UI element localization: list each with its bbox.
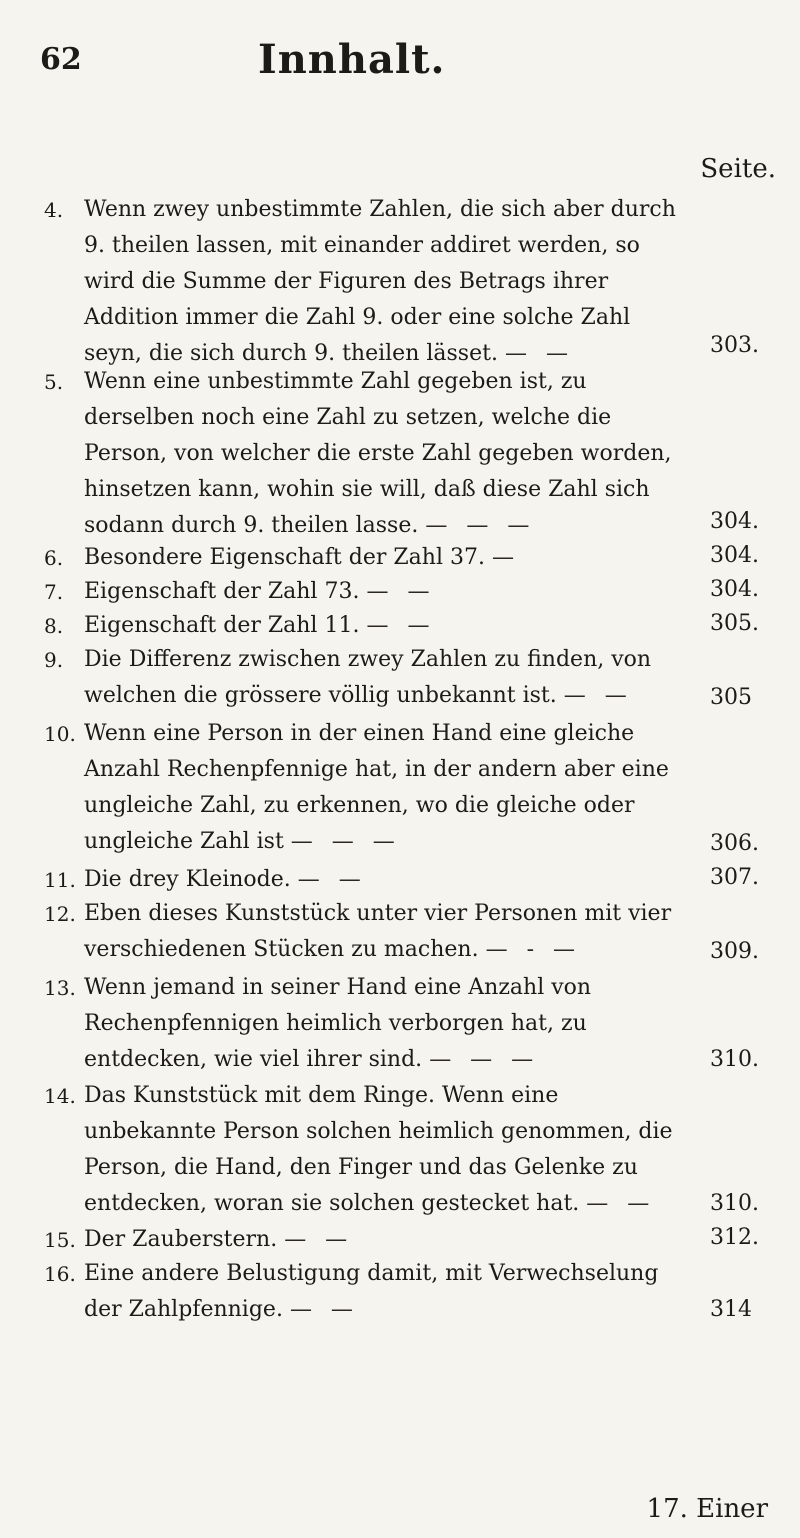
entry-number: 7. [44,580,64,604]
entry-text: Das Kunststück mit dem Ringe. Wenn eine unbekannte Person solchen heimlich genommen, die Person, die Hand, den Finger und das Gelenke zu entdecken, woran sie solchen gestecket hat. [84,1083,673,1216]
toc-entry [44,642,780,716]
entry-page: 305 [710,685,752,710]
toc-entry [44,574,780,608]
entry-page: 309. [710,939,759,964]
leader-dashes: — — [586,1191,656,1216]
toc-entry [44,1078,780,1222]
entry-text: Eigenschaft der Zahl 73. [84,579,360,604]
leader-dashes: — - — [485,937,581,962]
toc-entry [44,1222,780,1256]
toc-entry [44,540,780,574]
page-column-heading: Seite. [700,154,776,184]
entry-text: Wenn zwey unbestimmte Zahlen, die sich aber durch 9. theilen lassen, mit einander addiret werden, so wird die Summe der Figuren des Betrags ihrer Addition immer die Zahl 9. oder eine solche Zahl seyn, die sich durch 9. theilen lässet. [84,197,676,366]
running-head: Innhalt. [258,36,446,83]
entry-page: 305. [710,611,759,636]
toc-entry [44,1256,780,1328]
leader-dashes: — — [297,867,367,892]
entry-page: 303. [710,333,759,358]
entry-page: 304. [710,509,759,534]
entry-number: 13. [44,976,76,1000]
entry-text: Besondere Eigenschaft der Zahl 37. [84,545,485,570]
entry-page: 312. [710,1225,759,1250]
entry-page: 304. [710,577,759,602]
toc-entry [44,716,780,862]
entry-page: 310. [710,1047,759,1072]
leader-dashes: — [491,545,520,570]
entry-text: Die Differenz zwischen zwey Zahlen zu finden, von welchen die grössere völlig unbekannt ist. [84,647,652,708]
toc-entry [44,364,780,540]
entry-number: 5. [44,370,64,394]
entry-text: Die drey Kleinode. [84,867,291,892]
leader-dashes: — — [366,579,436,604]
entry-text: Wenn jemand in seiner Hand eine Anzahl von Rechenpfennigen heimlich verborgen hat, zu entdecken, wie viel ihrer sind. [84,975,592,1072]
entry-number: 11. [44,868,76,892]
leader-dashes: — — [563,683,633,708]
entry-number: 10. [44,722,76,746]
entry-text: Eine andere Belustigung damit, mit Verwechselung der Zahlpfennige. [84,1261,659,1322]
entry-number: 8. [44,614,64,638]
entry-number: 14. [44,1084,76,1108]
leader-dashes: — — — [429,1047,540,1072]
leader-dashes: — — [289,1297,359,1322]
toc-entry [44,862,780,896]
entry-number: 12. [44,902,76,926]
leader-dashes: — — [504,341,574,366]
toc-entry [44,608,780,642]
entry-page: 310. [710,1191,759,1216]
entry-text: Eigenschaft der Zahl 11. [84,613,360,638]
table-of-contents [44,192,780,1328]
entry-text: Wenn eine Person in der einen Hand eine gleiche Anzahl Rechenpfennige hat, in der andern aber eine ungleiche Zahl, zu erkennen, wo die gleiche oder ungleiche Zahl ist [84,721,669,854]
leader-dashes: — — — [290,829,401,854]
entry-number: 9. [44,648,64,672]
entry-number: 6. [44,546,64,570]
toc-entry [44,896,780,970]
page-number: 62 [40,42,82,77]
leader-dashes: — — [366,613,436,638]
entry-text: Wenn eine unbestimmte Zahl gegeben ist, zu derselben noch eine Zahl zu setzen, welche die Person, von welcher die erste Zahl gegeben worden, hinsetzen kann, wohin sie will, daß diese Zahl sich sodann durch 9. theilen lasse. [84,369,672,538]
entry-number: 15. [44,1228,76,1252]
entry-page: 306. [710,831,759,856]
entry-page: 307. [710,865,759,890]
entry-page: 314 [710,1297,752,1322]
leader-dashes: — — [284,1227,354,1252]
toc-entry [44,970,780,1078]
leader-dashes: — — — [425,513,536,538]
entry-text: Der Zauberstern. [84,1227,278,1252]
toc-entry [44,192,780,364]
entry-text: Eben dieses Kunststück unter vier Personen mit vier verschiedenen Stücken zu machen. [84,901,672,962]
entry-number: 16. [44,1262,76,1286]
catchword: 17. Einer [646,1494,768,1524]
entry-page: 304. [710,543,759,568]
entry-number: 4. [44,198,64,222]
